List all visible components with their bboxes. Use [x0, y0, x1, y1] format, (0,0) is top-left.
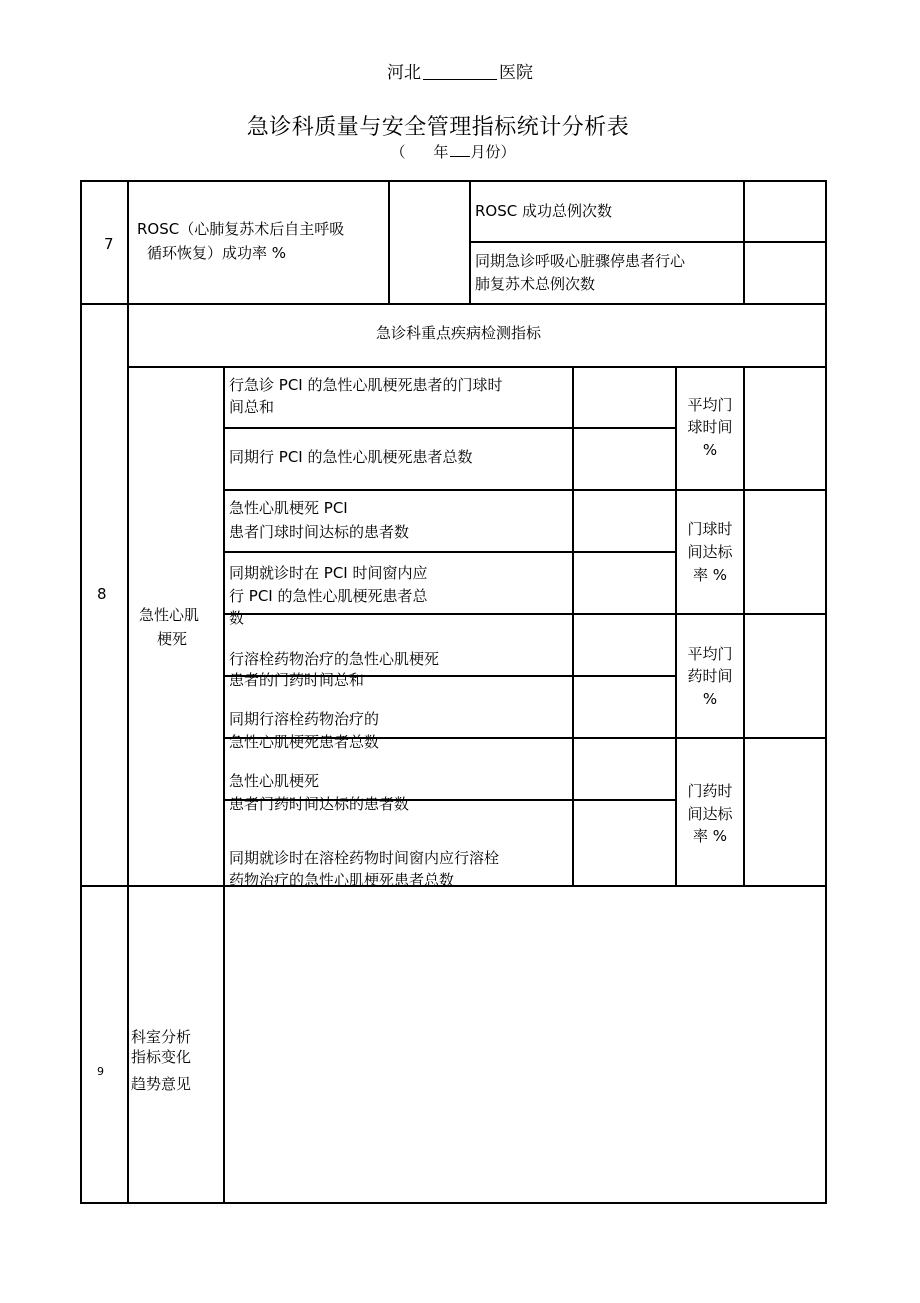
item-door-drug-ontime-l1: 急性心肌梗死 [229, 772, 320, 790]
row7-number: 7 [104, 235, 114, 253]
hospital-name-line [0, 58, 920, 83]
row8-category-line1: 急性心肌 [139, 606, 200, 624]
avg-door-drug-l1: 平均门 [687, 645, 733, 663]
door-ball-rate-l3: 率 % [692, 566, 728, 584]
item-pci-patients-total: 同期行 PCI 的急性心肌梗死患者总数 [229, 448, 473, 466]
row7-indicator-line1: ROSC（心肺复苏术后自主呼吸 [137, 220, 345, 238]
door-drug-rate-l1: 门药时 [687, 782, 733, 800]
item-thrombolysis-total-l2: 急性心肌梗死患者总数 [229, 733, 380, 751]
avg-door-ball-percent: % [702, 441, 718, 459]
item-pci-window-l1: 同期就诊时在 PCI 时间窗内应 [229, 564, 428, 582]
door-drug-rate-l2: 间达标 [687, 805, 733, 823]
item-pci-window-l2: 行 PCI 的急性心肌梗死患者总 [229, 587, 428, 605]
item-door-drug-total-l2: 患者的门药时间总和 [229, 671, 365, 689]
avg-door-drug-percent: % [702, 690, 718, 708]
row9-label-line3: 趋势意见 [131, 1075, 192, 1093]
row7-denominator-line1: 同期急诊呼吸心脏骤停患者行心 [475, 252, 686, 270]
item-door-drug-total-l1: 行溶栓药物治疗的急性心肌梗死 [229, 650, 440, 668]
page-title: 急诊科质量与安全管理指标统计分析表 [246, 115, 630, 140]
row7-denominator-line2: 肺复苏术总例次数 [475, 275, 596, 293]
row7-numerator-label: ROSC 成功总例次数 [475, 202, 612, 220]
avg-door-ball-l1: 平均门 [687, 396, 733, 414]
item-door-drug-ontime-l2: 患者门药时间达标的患者数 [229, 795, 410, 813]
item-thrombolysis-total-l1: 同期行溶栓药物治疗的 [229, 710, 380, 728]
door-ball-rate-l2: 间达标 [687, 543, 733, 561]
row9-label-line2: 指标变化 [131, 1048, 192, 1066]
item-door-ball-total-l2: 间总和 [229, 398, 275, 416]
row8-number: 8 [97, 585, 107, 603]
item-door-ball-ontime-l1: 急性心肌梗死 PCI [229, 499, 348, 517]
hospital-suffix: 医院 [499, 63, 533, 83]
item-thrombolysis-window-l1: 同期就诊时在溶栓药物时间窗内应行溶栓 [229, 849, 500, 867]
row8-section-title: 急诊科重点疾病检测指标 [376, 324, 542, 342]
item-door-ball-ontime-l2: 患者门球时间达标的患者数 [229, 523, 410, 541]
row9-label-line1: 科室分析 [131, 1028, 192, 1046]
period-line [0, 141, 906, 162]
door-ball-rate-l1: 门球时 [687, 520, 733, 538]
hospital-prefix: 河北 [387, 63, 421, 83]
row8-category-line2: 梗死 [157, 630, 188, 648]
avg-door-drug-l2: 药时间 [687, 667, 733, 685]
avg-door-ball-l2: 球时间 [687, 418, 733, 436]
door-drug-rate-l3: 率 % [692, 827, 728, 845]
row9-number: 9 [97, 1065, 104, 1078]
period-month: 月份） [470, 143, 516, 161]
month-blank [450, 142, 470, 157]
period-open: （ [390, 143, 406, 161]
analysis-input-area[interactable] [225, 887, 824, 1201]
hospital-blank [423, 62, 497, 80]
item-thrombolysis-window-l2: 药物治疗的急性心肌梗死患者总数 [229, 871, 455, 889]
item-pci-window-l3: 数 [229, 609, 245, 627]
period-year: 年 [433, 143, 449, 161]
item-door-ball-total-l1: 行急诊 PCI 的急性心肌梗死患者的门球时 [229, 376, 503, 394]
row7-indicator-line2: 循环恢复）成功率 % [147, 244, 287, 262]
